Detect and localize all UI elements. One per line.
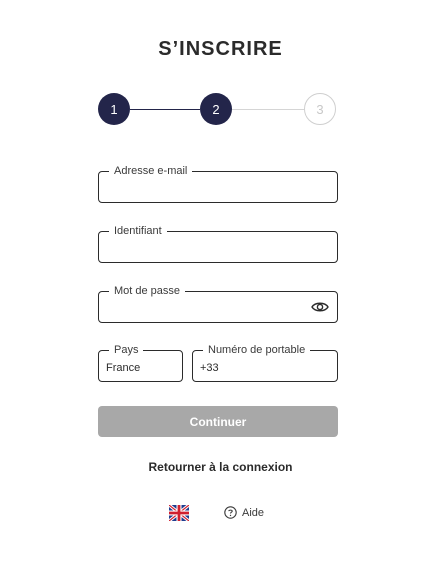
step-3: 3: [304, 93, 336, 125]
help-label: Aide: [242, 506, 265, 519]
email-input[interactable]: [106, 180, 307, 198]
progress-stepper: [0, 0, 441, 140]
help-link[interactable]: [224, 506, 264, 519]
phone-input[interactable]: [200, 359, 331, 377]
country-input[interactable]: [106, 359, 176, 377]
step-2: 2: [200, 93, 232, 125]
username-label: Identifiant: [109, 224, 167, 238]
page-title: S’INSCRIRE: [158, 38, 283, 60]
eye-icon[interactable]: [311, 300, 329, 314]
email-label: Adresse e-mail: [109, 164, 192, 178]
question-circle-icon: [224, 506, 237, 519]
step-connector-1-2: [130, 109, 200, 110]
password-input[interactable]: [106, 300, 307, 318]
username-field[interactable]: [98, 225, 338, 263]
step-1: 1: [98, 93, 130, 125]
country-select[interactable]: [98, 344, 183, 382]
password-label: Mot de passe: [109, 284, 185, 298]
back-to-login-link[interactable]: Retourner à la connexion: [148, 460, 293, 474]
country-label: Pays: [109, 343, 143, 357]
uk-flag-icon[interactable]: [169, 505, 189, 521]
step-connector-2-3: [232, 109, 304, 110]
email-field[interactable]: [98, 165, 338, 203]
continue-button[interactable]: Continuer: [98, 406, 338, 437]
username-input[interactable]: [106, 240, 307, 258]
phone-field[interactable]: [192, 344, 338, 382]
password-field[interactable]: [98, 285, 338, 323]
phone-label: Numéro de portable: [203, 343, 310, 357]
